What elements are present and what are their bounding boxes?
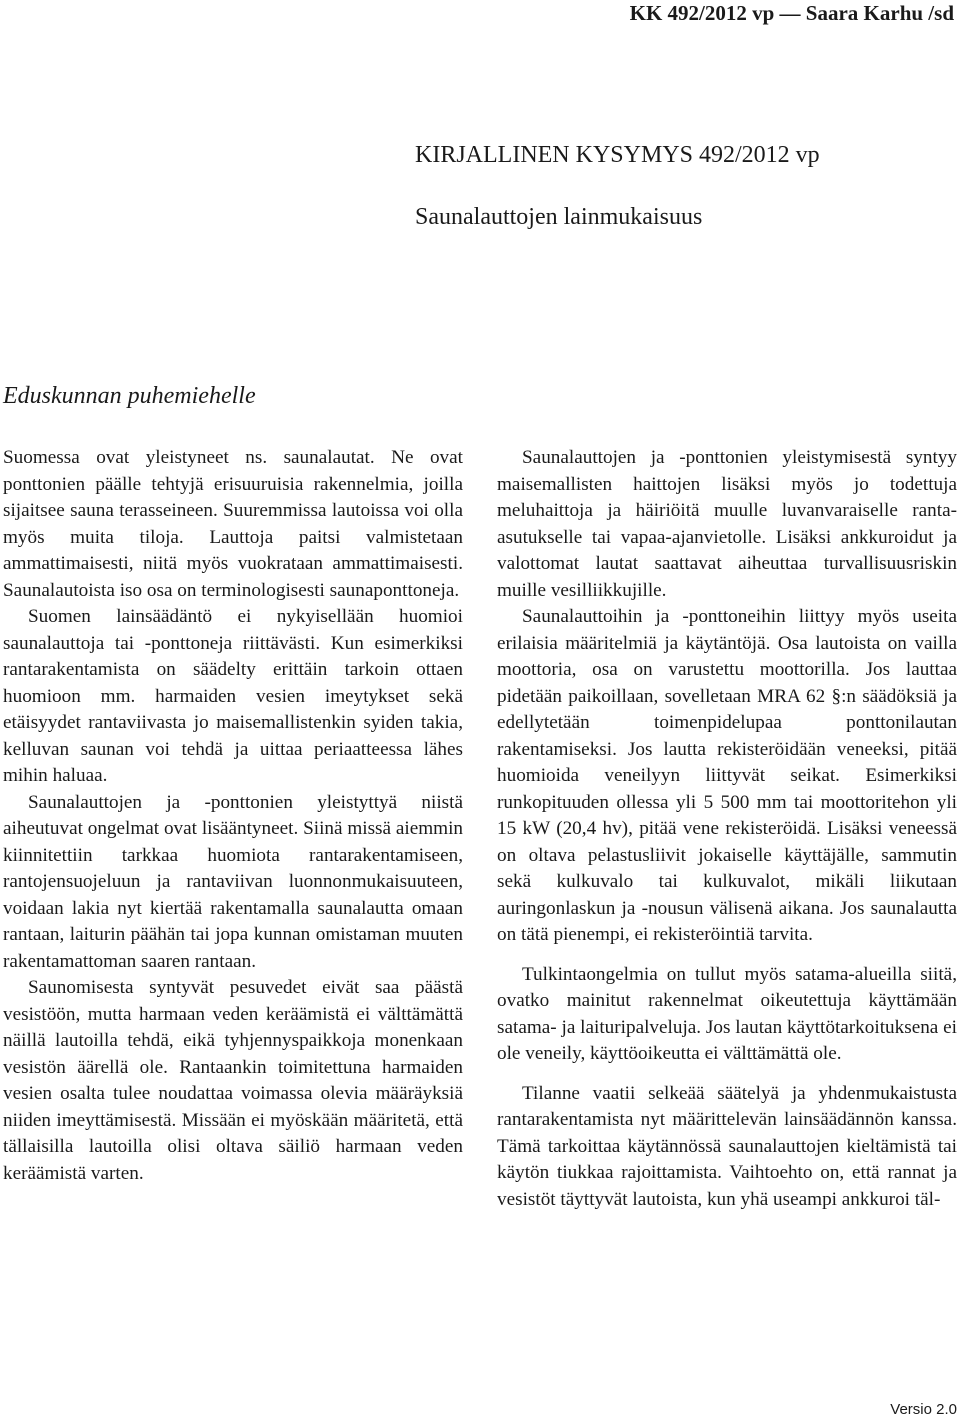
addressee-heading: Eduskunnan puhemiehelle — [3, 383, 256, 409]
document-reference-header: KK 492/2012 vp — Saara Karhu /sd — [629, 1, 954, 25]
left-paragraph-4: Saunomisesta syntyvät pesuvedet eivät saa päästä vesistöön, mutta harmaan veden keräämistä ei välttämättä näillä lautoilla tehdä, eikä tyhjennyspaikkoja monenkaan vesistön äärellä ole. Rantaankin toimitettuna harmaiden vesien osalta tulee noudattaa voimassa olevia määräyksiä niiden imeyttämisestä. Missään ei myöskään määritetä, että tällaisilla lautoilla olisi oltava säiliö harmaan veden keräämistä varten. — [3, 977, 463, 1184]
left-paragraph-1: Suomessa ovat yleistyneet ns. saunalautat. Ne ovat ponttonien päälle tehtyjä erisuuruisia rakennelmia, joilla sijaitsee sauna terasseineen. Suuremmissa lautoissa voi olla myös muita tiloja. Lauttoja paitsi valmistetaan ammattimaisesti, niitä myös vuokrataan ammattimaisesti. Saunalautoista iso osa on terminologisesti saunaponttoneja. — [3, 447, 463, 601]
right-paragraph-3: Tulkintaongelmia on tullut myös satama-alueilla siitä, ovatko mainitut rakennelmat oikeutettuja käyttämään satama- ja laituripalveluja. Jos lautan käyttötarkoituksena ei ole veneily, käyttöoikeutta ei välttämättä ole. — [497, 963, 957, 1064]
right-text-column — [497, 445, 957, 1213]
left-paragraph-2: Suomen lainsäädäntö ei nykyisellään huomioi saunalauttoja tai -ponttoneja riittävästi. Kun esimerkiksi rantarakentamista on säädelty erittäin tarkoin ottaen huomioon mm. harmaiden vesien imeytykset sekä etäisyydet rantaviivasta jo maisemallistenkin syiden takia, kelluvan saunan voi tehdä ja uittaa periaatteessa lähes mihin haluaa. — [3, 606, 463, 786]
document-title: KIRJALLINEN KYSYMYS 492/2012 vp — [415, 142, 820, 168]
right-paragraph-1: Saunalauttojen ja -ponttonien yleistymisestä syntyy maisemallisten haittojen lisäksi myös jo todettuja meluhaittoja ja häiriöitä muulle luvanvaraiselle ranta-asutukselle tai vapaa-ajanvietolle. Lisäksi ankkuroidut ja valottomat lautat saattavat aiheuttaa turvallisuusriskin muille vesilliikkujille. — [497, 447, 957, 601]
left-paragraph-3: Saunalauttojen ja -ponttonien yleistyttyä niistä aiheutuvat ongelmat ovat lisääntyneet. Siinä missä aiemmin kiinnitettiin tarkkaa huomiota rantarakentamiseen, rantojensuojeluun ja rantaviivan luonnonmukaisuuteen, voidaan lakia nyt kiertää rakentamalla saunalautta omaan rantaan, laiturin päähän tai jopa kunnan omistaman muuten rakentamattoman saaren rantaan. — [3, 791, 463, 972]
document-subtitle: Saunalauttojen lainmukaisuus — [415, 204, 703, 230]
version-footer: Versio 2.0 — [890, 1401, 957, 1418]
right-paragraph-4: Tilanne vaatii selkeää säätelyä ja yhdenmukaistusta rantarakentamista nyt määrittelevän lainsäädännön kanssa. Tämä tarkoittaa käytännössä saunalauttojen kieltämistä tai käytön tiukkaa rajoittamista. Vaihtoehto on, että rannat ja vesistöt täyttyvät lautoista, kun yhä useampi ankkuroi täl- — [497, 1082, 957, 1210]
right-paragraph-2: Saunalauttoihin ja -ponttoneihin liittyy myös useita erilaisia määritelmiä ja käytäntöjä. Osa lautoista on vailla moottoria, osa on varustettu moottorilla. Jos lauttaa pidetään paikoillaan, sovelletaan MRA 62 §:n säädöksiä ja edellytetään toimenpidelupaa ponttonilautan rakentamiseksi. Jos lautta rekisteröidään veneeksi, pitää huomioida veneilyyn liittyvät seikat. Esimerkiksi runkopituuden ollessa yli 5 500 mm tai moottoritehon yli 15 kW (20,4 hv), pitää vene rekisteröidä. Lisäksi veneessä on oltava pelastusliivit jokaiselle käyttäjälle, sammutin sekä kulkuvalo tai kulkuvalot, mikäli liikutaan auringonlaskun ja -nousun välisenä aikana. Jos saunalautta on tätä pienempi, ei rekisteröintiä tarvita. — [497, 606, 957, 945]
left-text-column — [3, 445, 463, 1187]
